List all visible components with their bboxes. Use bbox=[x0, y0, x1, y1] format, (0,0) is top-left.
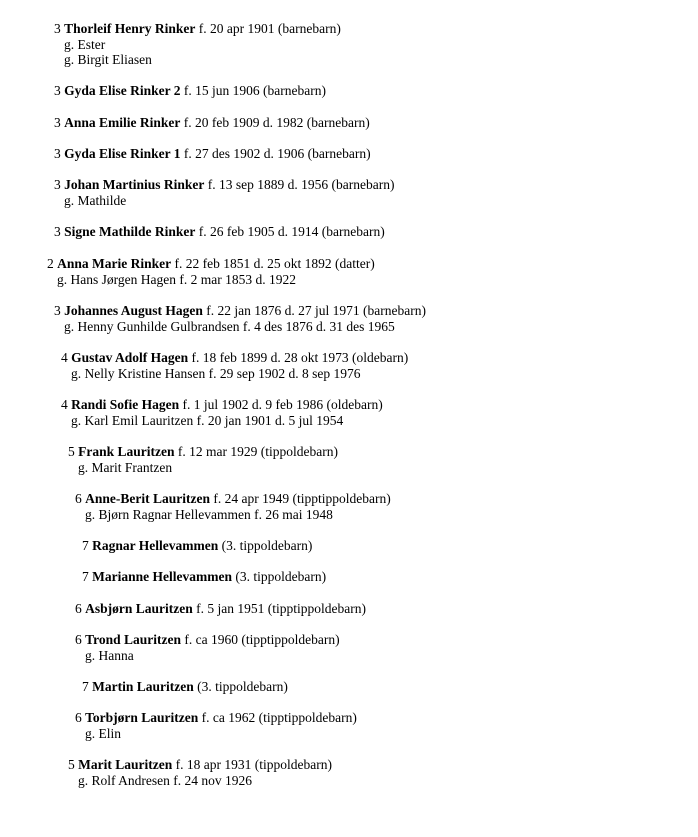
spouse-line: g. Henny Gunhilde Gulbrandsen f. 4 des 1876 d. 31 des 1965 bbox=[64, 318, 395, 334]
person-name: Gyda Elise Rinker 1 bbox=[64, 146, 181, 161]
person-details: (3. tippoldebarn) bbox=[197, 679, 288, 694]
person-name: Trond Lauritzen bbox=[85, 632, 182, 647]
person-line bbox=[47, 256, 375, 272]
person-name: Anna Marie Rinker bbox=[57, 256, 172, 271]
person-details: (3. tippoldebarn) bbox=[235, 569, 327, 584]
spouse-line: g. Elin bbox=[85, 725, 121, 741]
person-name: Johannes August Hagen bbox=[64, 303, 203, 318]
person-name: Randi Sofie Hagen bbox=[71, 397, 180, 412]
person-line bbox=[54, 177, 394, 193]
person-line bbox=[75, 491, 391, 507]
person-line bbox=[54, 303, 426, 319]
person-name: Anna Emilie Rinker bbox=[64, 115, 181, 130]
person-line bbox=[54, 115, 370, 131]
person-name: Marit Lauritzen bbox=[78, 757, 173, 772]
person-line bbox=[68, 444, 338, 460]
person-details: f. 12 mar 1929 (tippoldebarn) bbox=[177, 444, 338, 459]
generation-number: 6 bbox=[75, 632, 82, 647]
person-name: Frank Lauritzen bbox=[78, 444, 175, 459]
generation-number: 5 bbox=[68, 444, 75, 459]
person-name: Johan Martinius Rinker bbox=[64, 177, 205, 192]
person-details: f. 27 des 1902 d. 1906 (barnebarn) bbox=[183, 146, 371, 161]
person-name: Signe Mathilde Rinker bbox=[64, 224, 196, 239]
person-name: Thorleif Henry Rinker bbox=[64, 21, 196, 36]
generation-number: 3 bbox=[54, 146, 61, 161]
generation-number: 6 bbox=[75, 491, 82, 506]
person-details: f. 18 feb 1899 d. 28 okt 1973 (oldebarn) bbox=[191, 350, 409, 365]
person-details: f. 22 jan 1876 d. 27 jul 1971 (barnebarn) bbox=[206, 303, 426, 318]
person-details: f. ca 1960 (tipptippoldebarn) bbox=[184, 632, 340, 647]
spouse-line: g. Bjørn Ragnar Hellevammen f. 26 mai 1948 bbox=[85, 506, 333, 522]
generation-number: 5 bbox=[68, 757, 75, 772]
person-name: Torbjørn Lauritzen bbox=[85, 710, 199, 725]
generation-number: 3 bbox=[54, 224, 61, 239]
person-line bbox=[75, 710, 357, 726]
person-name: Gustav Adolf Hagen bbox=[71, 350, 189, 365]
person-details: f. 24 apr 1949 (tipptippoldebarn) bbox=[213, 491, 391, 506]
person-details: f. 5 jan 1951 (tipptippoldebarn) bbox=[196, 601, 366, 616]
spouse-line: g. Hanna bbox=[85, 647, 134, 663]
person-details: f. 1 jul 1902 d. 9 feb 1986 (oldebarn) bbox=[182, 397, 383, 412]
person-line bbox=[68, 757, 332, 773]
person-name: Marianne Hellevammen bbox=[92, 569, 232, 584]
person-details: f. 20 apr 1901 (barnebarn) bbox=[198, 21, 341, 36]
person-details: f. 20 feb 1909 d. 1982 (barnebarn) bbox=[183, 115, 370, 130]
person-line bbox=[82, 569, 326, 585]
person-line bbox=[75, 632, 340, 648]
spouse-line: g. Nelly Kristine Hansen f. 29 sep 1902 d. 8 sep 1976 bbox=[71, 365, 361, 381]
person-line bbox=[75, 601, 366, 617]
person-details: (3. tippoldebarn) bbox=[221, 538, 313, 553]
generation-number: 3 bbox=[54, 303, 61, 318]
generation-number: 6 bbox=[75, 601, 82, 616]
person-line bbox=[54, 224, 385, 240]
generation-number: 7 bbox=[82, 569, 89, 584]
spouse-line: g. Hans Jørgen Hagen f. 2 mar 1853 d. 1922 bbox=[57, 271, 296, 287]
person-name: Asbjørn Lauritzen bbox=[85, 601, 193, 616]
person-line bbox=[54, 21, 341, 37]
person-line bbox=[82, 538, 312, 554]
person-line bbox=[54, 83, 326, 99]
person-name: Anne-Berit Lauritzen bbox=[85, 491, 210, 506]
person-name: Gyda Elise Rinker 2 bbox=[64, 83, 181, 98]
spouse-line: g. Birgit Eliasen bbox=[64, 52, 152, 68]
spouse-line: g. Karl Emil Lauritzen f. 20 jan 1901 d. 5 jul 1954 bbox=[71, 412, 344, 428]
generation-number: 4 bbox=[61, 350, 68, 365]
spouse-line: g. Mathilde bbox=[64, 192, 127, 208]
person-details: f. ca 1962 (tipptippoldebarn) bbox=[201, 710, 357, 725]
person-details: f. 18 apr 1931 (tippoldebarn) bbox=[175, 757, 332, 772]
person-details: f. 15 jun 1906 (barnebarn) bbox=[183, 83, 326, 98]
generation-number: 4 bbox=[61, 397, 68, 412]
person-name: Ragnar Hellevammen bbox=[92, 538, 219, 553]
spouse-line: g. Ester bbox=[64, 36, 106, 52]
person-name: Martin Lauritzen bbox=[92, 679, 194, 694]
generation-number: 7 bbox=[82, 538, 89, 553]
spouse-line: g. Rolf Andresen f. 24 nov 1926 bbox=[78, 772, 252, 788]
person-details: f. 26 feb 1905 d. 1914 (barnebarn) bbox=[198, 224, 385, 239]
generation-number: 3 bbox=[54, 115, 61, 130]
person-line bbox=[61, 350, 408, 366]
person-details: f. 13 sep 1889 d. 1956 (barnebarn) bbox=[207, 177, 395, 192]
person-details: f. 22 feb 1851 d. 25 okt 1892 (datter) bbox=[174, 256, 375, 271]
generation-number: 7 bbox=[82, 679, 89, 694]
generation-number: 2 bbox=[47, 256, 54, 271]
generation-number: 6 bbox=[75, 710, 82, 725]
generation-number: 3 bbox=[54, 177, 61, 192]
generation-number: 3 bbox=[54, 83, 61, 98]
person-line bbox=[54, 146, 371, 162]
generation-number: 3 bbox=[54, 21, 61, 36]
person-line bbox=[61, 397, 383, 413]
person-line bbox=[82, 679, 288, 695]
spouse-line: g. Marit Frantzen bbox=[78, 459, 173, 475]
